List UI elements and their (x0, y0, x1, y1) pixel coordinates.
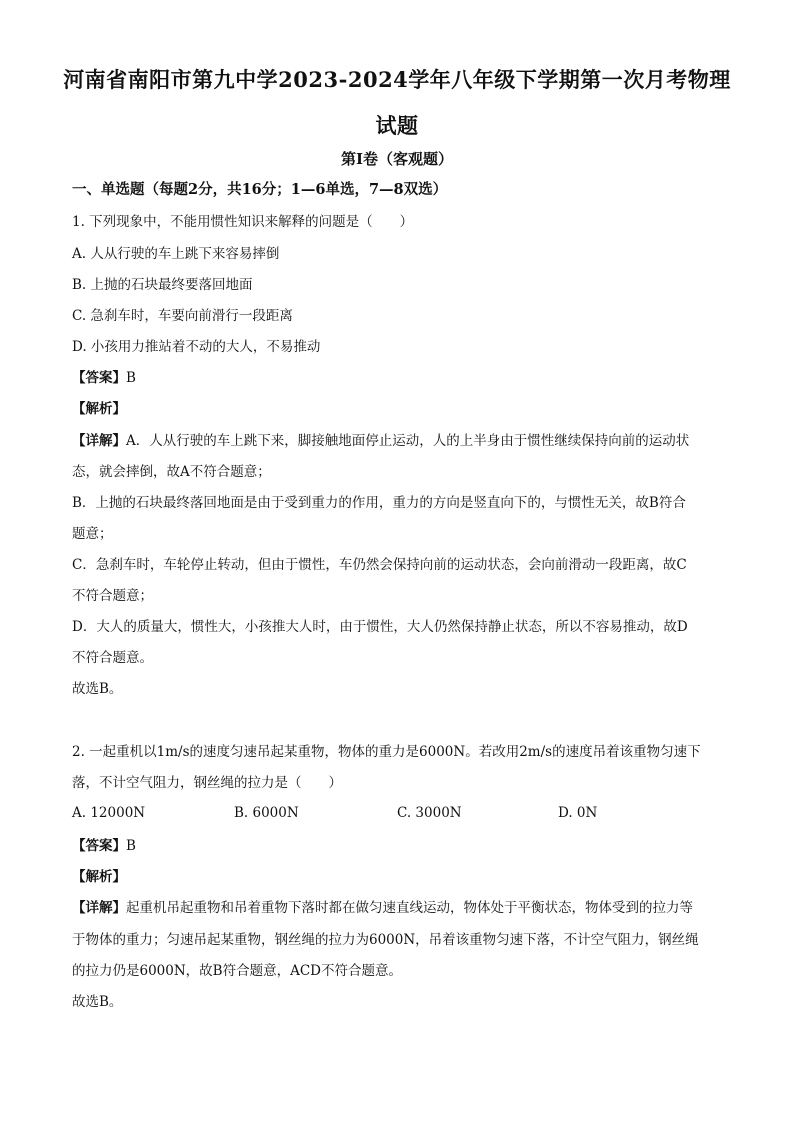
q1-detail-line-9: 故选B。 (72, 681, 123, 697)
document-title-line-2: 试题 (375, 113, 419, 138)
q1-option-b: B. 上抛的石块最终要落回地面 (72, 277, 253, 293)
q1-detail-line-7: D．大人的质量大，惯性大，小孩推大人时，由于惯性，大人仍然保持静止状态，所以不容易推动，故D (72, 619, 688, 635)
q1-detail-text-1: A．人从行驶的车上跳下来，脚接触地面停止运动，人的上半身由于惯性继续保持向前的运动状 (126, 433, 690, 449)
q1-detail-line-6: 不符合题意； (72, 588, 153, 604)
q1-answer-value: B (126, 370, 136, 386)
q2-option-d: D. 0N (558, 805, 598, 821)
q1-detail-line-1 (72, 431, 689, 451)
q2-analysis-label: 【解析】 (72, 869, 126, 885)
q2-detail-label: 【详解】 (72, 900, 126, 916)
q1-detail-line-2: 态，就会摔倒，故A不符合题意； (72, 464, 271, 480)
q2-option-b: B. 6000N (234, 805, 299, 821)
q2-detail-line-1 (72, 898, 693, 918)
q2-stem-line-1: 2. 一起重机以1m/s的速度匀速吊起某重物，物体的重力是6000N。若改用2m/s的速度吊着该重物匀速下 (72, 744, 701, 760)
q2-option-c: C. 3000N (397, 805, 462, 821)
q1-detail-line-8: 不符合题意。 (72, 650, 153, 666)
part-heading: 一、单选题（每题2分，共16分；1—6单选，7—8双选） (72, 181, 448, 198)
q2-detail-line-2: 于物体的重力；匀速吊起某重物，钢丝绳的拉力为6000N，吊着该重物匀速下落，不计空气阻力，钢丝绳 (72, 932, 699, 948)
q1-detail-line-5: C．急刹车时，车轮停止转动，但由于惯性，车仍然会保持向前的运动状态，会向前滑动一段距离，故C (72, 557, 687, 573)
q2-stem-line-2: 落，不计空气阻力，钢丝绳的拉力是（ ） (72, 775, 342, 791)
q1-option-a: A. 人从行驶的车上跳下来容易摔倒 (72, 246, 280, 262)
q1-answer (72, 368, 136, 388)
q2-answer (72, 836, 136, 856)
q1-analysis-label: 【解析】 (72, 401, 126, 417)
q1-detail-label: 【详解】 (72, 433, 126, 449)
q1-detail-line-3: B．上抛的石块最终落回地面是由于受到重力的作用，重力的方向是竖直向下的，与惯性无关，故B符合 (72, 495, 686, 511)
q1-option-c: C. 急刹车时，车要向前滑行一段距离 (72, 308, 293, 324)
document-title-line-1: 河南省南阳市第九中学2023-2024学年八年级下学期第一次月考物理 (63, 67, 731, 92)
q1-stem: 1. 下列现象中，不能用惯性知识来解释的问题是（ ） (72, 214, 414, 230)
q2-answer-value: B (126, 838, 136, 854)
q2-detail-text-1: 起重机吊起重物和吊着重物下落时都在做匀速直线运动，物体处于平衡状态，物体受到的拉力等 (126, 900, 693, 916)
q2-detail-line-4: 故选B。 (72, 994, 123, 1010)
q2-detail-line-3: 的拉力仍是6000N，故B符合题意，ACD不符合题意。 (72, 963, 402, 979)
q2-answer-label: 【答案】 (72, 838, 126, 854)
q1-detail-line-4: 题意； (72, 526, 113, 542)
section-label: 第Ⅰ卷（客观题） (340, 150, 454, 168)
q1-answer-label: 【答案】 (72, 370, 126, 386)
q2-option-a: A. 12000N (72, 805, 146, 821)
q1-option-d: D. 小孩用力推站着不动的大人，不易推动 (72, 339, 321, 355)
